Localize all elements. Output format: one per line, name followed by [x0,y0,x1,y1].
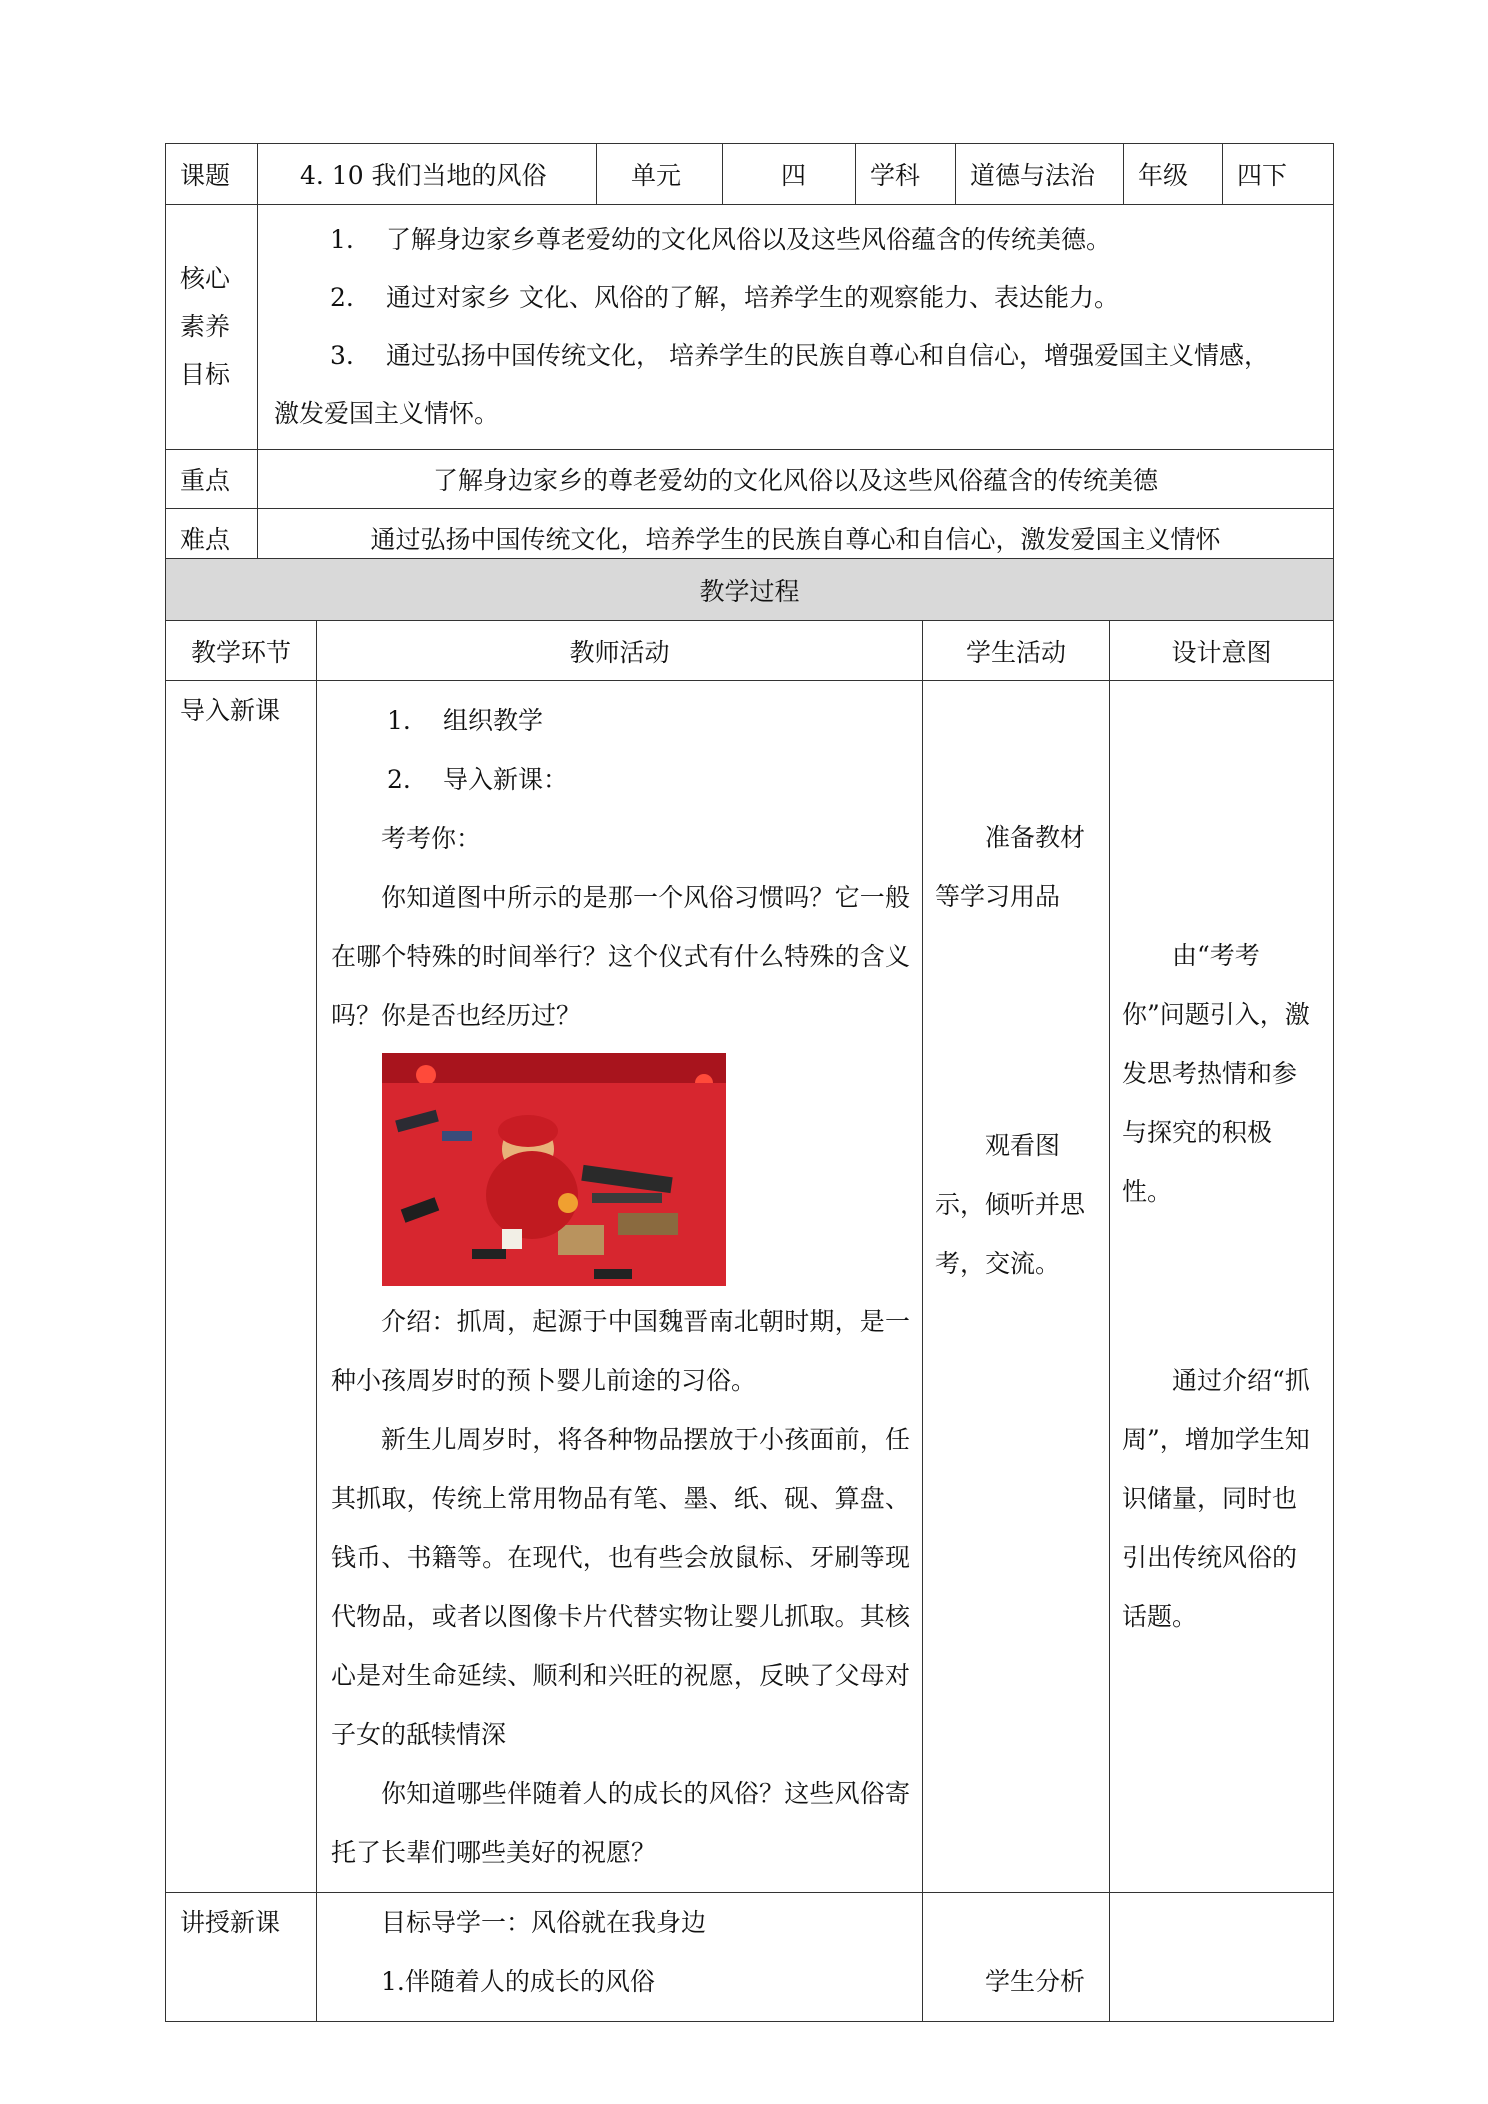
subject-value: 道德与法治 [956,144,1124,205]
difficulty-text: 通过弘扬中国传统文化，培养学生的民族自尊心和自信心，激发爱国主义情怀 [258,509,1334,568]
student-activity-2: 观看图示，倾听并思考，交流。 [935,1131,1086,1278]
goal-item: 3. 通过弘扬中国传统文化， 培养学生的民族自尊心和自信心，增强爱国主义情感， [330,341,1269,370]
new-lesson-row [166,1893,1334,2022]
follow-question: 你知道哪些伴随着人的成长的风俗？这些风俗寄托了长辈们哪些美好的祝愿？ [331,1779,910,1867]
column-header-stage: 教学环节 [166,621,317,681]
student-activity-intro [923,681,1110,1893]
goal-continuation: 激发爱国主义情怀。 [274,399,500,428]
design-intent-1: 由“考考你”问题引入，激发思考热情和参与探究的积极性。 [1122,941,1310,1206]
lesson-header-table [165,143,1334,568]
column-header-teacher: 教师活动 [317,621,923,681]
lesson-item: 1.伴随着人的成长的风俗 [381,1967,655,1996]
goal-item: 1. 了解身边家乡尊老爱幼的文化风俗以及这些风俗蕴含的传统美德。 [330,225,1112,254]
stage-intro: 导入新课 [166,681,317,1893]
unit-value: 四 [723,144,856,205]
grade-label: 年级 [1124,144,1223,205]
student-activity-new-lesson [923,1893,1110,2022]
grade-value: 四下 [1223,144,1334,205]
key-point-text: 了解身边家乡的尊老爱幼的文化风俗以及这些风俗蕴含的传统美德 [258,450,1334,509]
process-title-row [166,559,1334,621]
step-item: 1. 组织教学 [387,706,544,735]
goals-content [258,205,1334,450]
difficulty-label: 难点 [166,509,258,568]
header-row [166,144,1334,205]
key-point-label: 重点 [166,450,258,509]
course-label: 课题 [166,144,258,205]
course-title: 4. 10 我们当地的风俗 [258,144,597,205]
student-activity-1: 准备教材等学习用品 [935,823,1086,911]
goal-title: 目标导学一：风俗就在我身边 [381,1908,707,1937]
goals-row [166,205,1334,450]
step-item: 2. 导入新课： [387,765,569,794]
goals-label: 核心 素养 目标 [166,205,258,450]
process-title: 教学过程 [166,559,1334,621]
design-intent-new-lesson [1110,1893,1334,2022]
quiz-question: 你知道图中所示的是那一个风俗习惯吗？它一般在哪个特殊的时间举行？这个仪式有什么特殊的含义吗？你是否也经历过？ [331,883,910,1030]
teacher-activity-new-lesson [317,1893,923,2022]
zhuazhou-photo [382,1053,726,1286]
detail-text: 新生儿周岁时，将各种物品摆放于小孩面前，任其抓取，传统上常用物品有笔、墨、纸、砚、算盘、钱币、书籍等。在现代，也有些会放鼠标、牙刷等现代物品，或者以图像卡片代替实物让婴儿抓取。其核心是对生命延续、顺利和兴旺的祝愿，反映了父母对子女的舐犊情深 [331,1425,910,1749]
design-intent-intro [1110,681,1334,1893]
teaching-process-table [165,558,1334,2022]
goal-item: 2. 通过对家乡 文化、风俗的了解，培养学生的观察能力、表达能力。 [330,283,1119,312]
column-header-intent: 设计意图 [1110,621,1334,681]
subject-label: 学科 [856,144,956,205]
teacher-activity-intro [317,681,923,1893]
unit-label: 单元 [597,144,723,205]
stage-new-lesson: 讲授新课 [166,1893,317,2022]
key-point-row [166,450,1334,509]
intro-row [166,681,1334,1893]
column-header-student: 学生活动 [923,621,1110,681]
intro-text: 介绍：抓周，起源于中国魏晋南北朝时期，是一种小孩周岁时的预卜婴儿前途的习俗。 [331,1307,910,1395]
student-analysis: 学生分析 [985,1967,1086,1996]
baby-grabbing-objects-image [382,1053,726,1286]
design-intent-2: 通过介绍“抓周”，增加学生知识储量，同时也引出传统风俗的话题。 [1122,1366,1310,1631]
quiz-title: 考考你： [381,824,482,853]
process-header-row [166,621,1334,681]
